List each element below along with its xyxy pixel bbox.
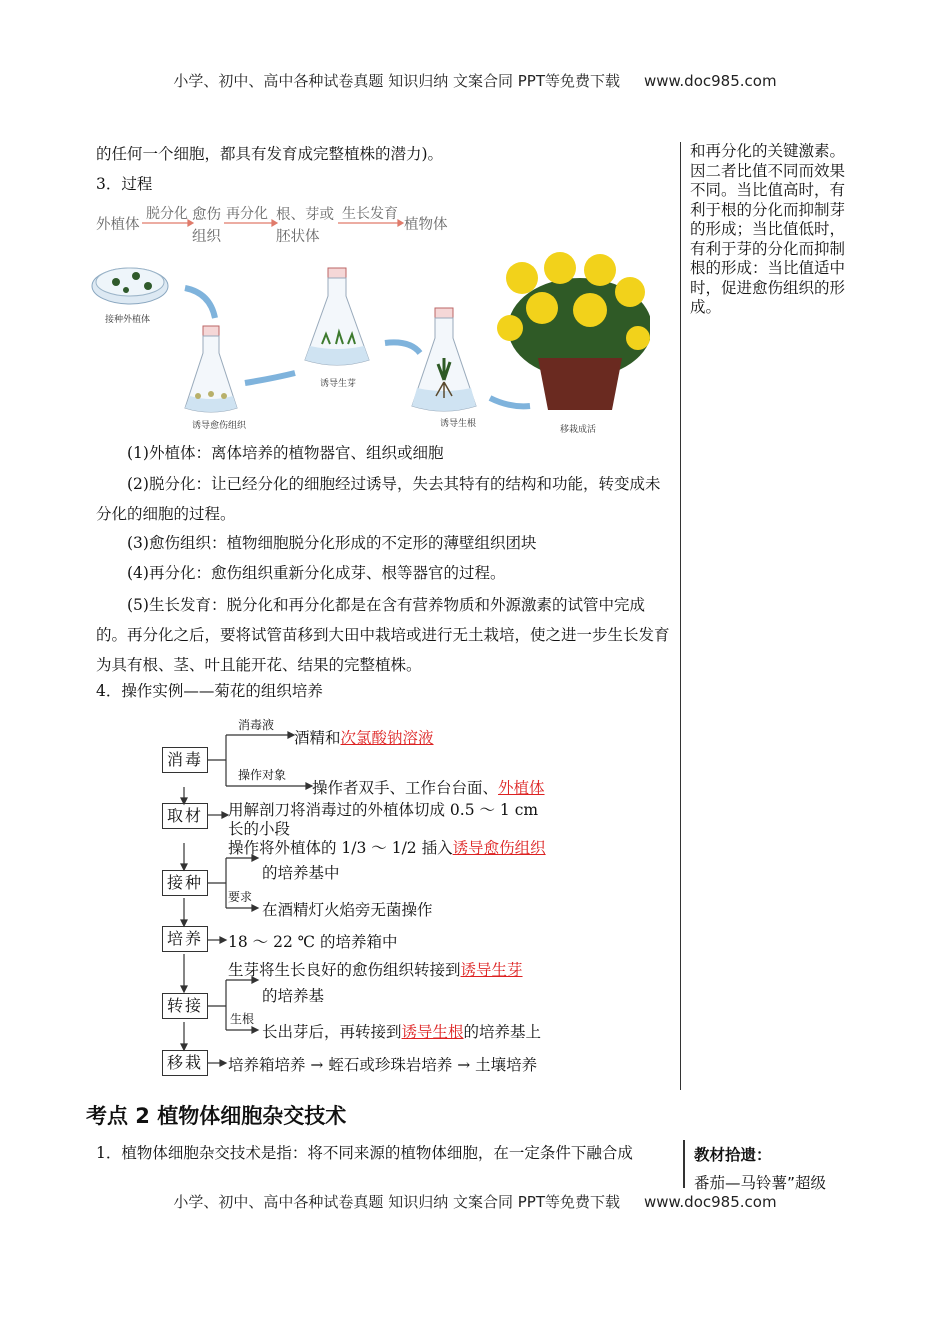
footer-text: 小学、初中、高中各种试卷真题 知识归纳 文案合同 PPT等免费下载 xyxy=(173,1193,620,1211)
text-sampling-1: 用解剖刀将消毒过的外植体切成 0.5 ～ 1 cm xyxy=(228,801,539,819)
flow-arrow-dedifferentiation: 脱分化 xyxy=(146,206,188,222)
caption-callus: 诱导愈伤组织 xyxy=(192,421,247,431)
page-footer xyxy=(0,1191,950,1212)
footer-url[interactable]: www.doc985.com xyxy=(643,1193,777,1211)
section2-title: 考点 2 植物体细胞杂交技术 xyxy=(86,1104,347,1128)
para-callus: (3)愈伤组织：植物细胞脱分化形成的不定形的薄壁组织团块 xyxy=(127,534,537,552)
text-disinfectant: 酒精和次氯酸钠溶液 xyxy=(294,729,434,747)
text-sampling-2: 长的小段 xyxy=(228,820,291,838)
step-transplant-box: 移栽 xyxy=(162,1050,208,1076)
text-culture: 18 ～ 22 ℃ 的培养箱中 xyxy=(228,933,398,951)
flow-callus-2: 组织 xyxy=(192,229,221,245)
flow-arrows xyxy=(96,203,656,243)
section2-para1: 1．植物体细胞杂交技术是指：将不同来源的植物体细胞，在一定条件下融合成 xyxy=(96,1144,633,1162)
text-transfer-shoot-2: 的培养基 xyxy=(262,987,325,1005)
caption-inoculate: 接种外植体 xyxy=(105,315,151,325)
heading-process: 3．过程 xyxy=(96,175,153,193)
culture-process-illustration xyxy=(90,248,650,438)
text-transfer-root: 长出芽后，再转接到诱导生根的培养基上 xyxy=(262,1023,542,1041)
step-inoculate-box: 接种 xyxy=(162,870,208,896)
sidebar-divider xyxy=(680,142,681,1090)
body-line1: 的任何一个细胞，都具有发育成完整植株的潜力)。 xyxy=(96,145,444,163)
flow-callus-1: 愈伤 xyxy=(192,207,221,223)
para-explant: (1)外植体：离体培养的植物器官、组织或细胞 xyxy=(127,444,444,462)
flow-arrow-growth: 生长发育 xyxy=(342,206,398,222)
page-header xyxy=(0,70,950,91)
flask-root-icon xyxy=(412,308,476,411)
flask-callus-icon xyxy=(185,326,237,412)
text-requirement: 在酒精灯火焰旁无菌操作 xyxy=(262,901,433,919)
label-objects: 操作对象 xyxy=(238,768,287,782)
text-inoculate-1: 操作将外植体的 1/3 ～ 1/2 插入诱导愈伤组织 xyxy=(228,839,546,857)
para-growth: (5)生长发育：脱分化和再分化都是在含有营养物质和外源激素的试管中完成的。再分化之后，要将试管苗移到大田中栽培或进行无土栽培，使之进一步生长发育为具有根、茎、叶且能开花、结果的完整植株。 xyxy=(96,596,670,674)
header-url[interactable]: www.doc985.com xyxy=(643,72,777,90)
section2-sidebar-divider xyxy=(683,1140,685,1188)
section2-side-title: 教材拾遗： xyxy=(694,1146,772,1164)
text-inoculate-2: 的培养基中 xyxy=(262,864,340,882)
flow-plant: 植物体 xyxy=(404,217,448,233)
step-transfer-box: 转接 xyxy=(162,993,208,1019)
text-transfer-shoot: 生芽将生长良好的愈伤组织转接到诱导生芽 xyxy=(228,961,523,979)
chrysanthemum-plant-icon xyxy=(497,252,650,410)
section2-side-text: 番茄—马铃薯”超级 xyxy=(694,1174,827,1192)
caption-shoot: 诱导生芽 xyxy=(320,379,357,389)
flow-organs-2: 胚状体 xyxy=(276,229,320,245)
petri-dish-icon xyxy=(92,268,168,304)
para-redifferentiation: (4)再分化：愈伤组织重新分化成芽、根等器官的过程。 xyxy=(127,564,506,582)
step-culture-box: 培养 xyxy=(162,926,208,952)
sidebar-note: 和再分化的关键激素。因二者比值不同而效果不同。当比值高时，有利于根的分化而抑制芽的形成；当比值低时，有利于芽的分化而抑制根的形成：当比值适中时，促进愈伤组织的形成。 xyxy=(690,142,846,316)
caption-transplant: 移栽成活 xyxy=(560,425,597,435)
step-disinfect-box: 消毒 xyxy=(162,747,208,773)
text-transplant: 培养箱培养 → 蛭石或珍珠岩培养 → 土壤培养 xyxy=(228,1056,538,1074)
header-text: 小学、初中、高中各种试卷真题 知识归纳 文案合同 PPT等免费下载 xyxy=(173,72,620,90)
process-flow xyxy=(96,203,656,243)
label-disinfectant: 消毒液 xyxy=(238,718,275,732)
flask-shoot-icon xyxy=(305,268,369,365)
section2-sidebar xyxy=(694,1141,826,1197)
label-root: 生根 xyxy=(230,1012,255,1026)
step-sampling-box: 取材 xyxy=(162,803,208,829)
para-dedifferentiation: (2)脱分化：让已经分化的细胞经过诱导，失去其特有的结构和功能，转变成未分化的细胞的过程。 xyxy=(96,475,661,523)
flow-organs-1: 根、芽或 xyxy=(276,207,334,223)
flow-arrow-redifferentiation: 再分化 xyxy=(226,206,268,222)
heading-example: 4．操作实例——菊花的组织培养 xyxy=(96,682,323,700)
text-objects: 操作者双手、工作台台面、外植体 xyxy=(312,779,545,797)
caption-root: 诱导生根 xyxy=(440,419,477,429)
label-requirement: 要求 xyxy=(228,890,253,904)
flow-explant: 外植体 xyxy=(96,217,140,233)
